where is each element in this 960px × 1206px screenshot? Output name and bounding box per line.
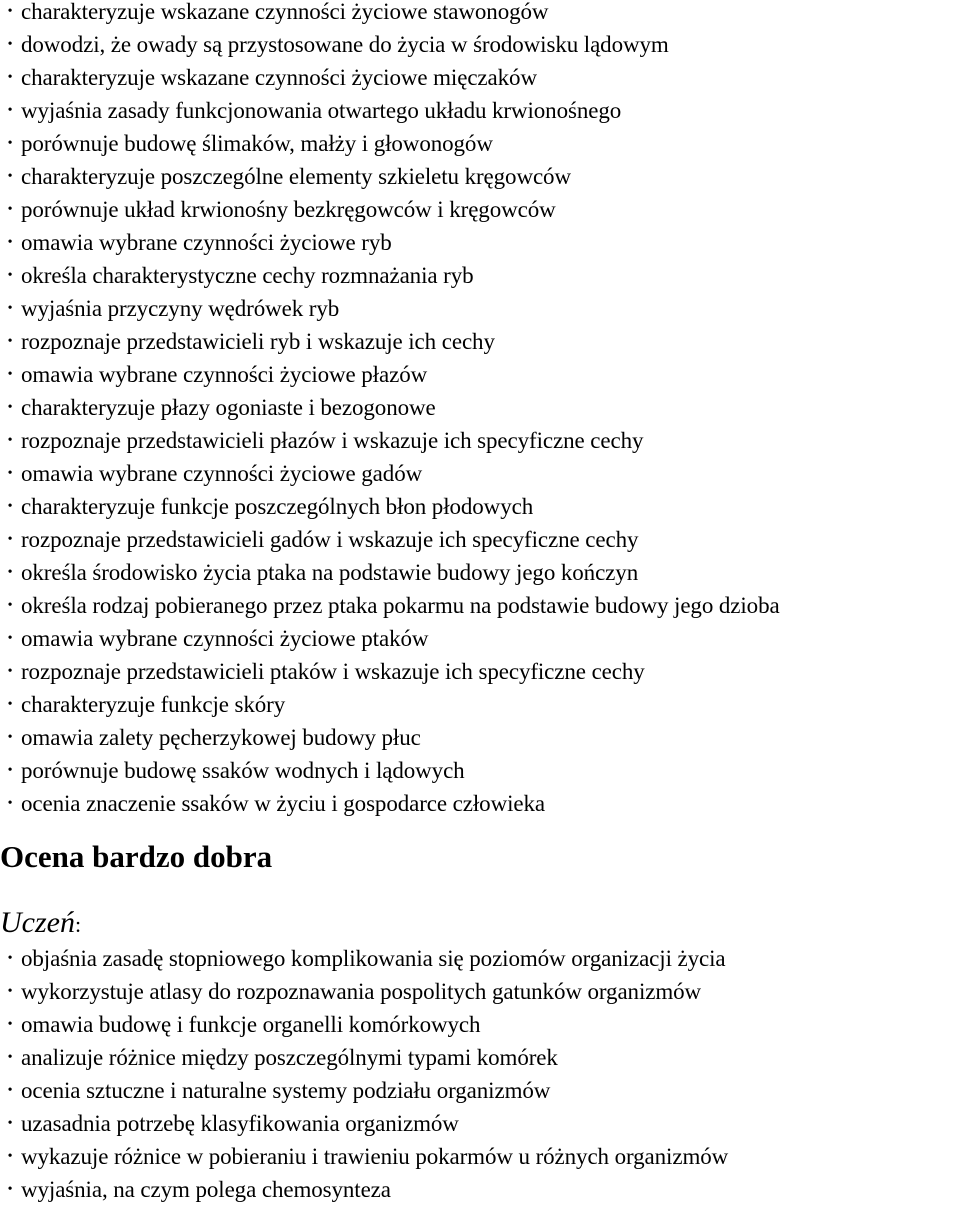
bullet-icon: •	[7, 1017, 13, 1032]
bullet-icon: •	[7, 1050, 13, 1065]
list-item-text: porównuje układ krwionośny bezkręgowców i kręgowców	[21, 197, 556, 222]
list-item	[4, 94, 780, 127]
list-item	[4, 1008, 728, 1041]
bullet-icon: •	[7, 466, 13, 481]
list-item	[4, 391, 780, 424]
list-item	[4, 457, 780, 490]
list-item-text: omawia budowę i funkcje organelli komórkowych	[21, 1012, 481, 1037]
list-item	[4, 490, 780, 523]
list-item	[4, 358, 780, 391]
bullet-icon: •	[7, 598, 13, 613]
list-item-text: ocenia znaczenie ssaków w życiu i gospodarce człowieka	[21, 791, 545, 816]
list-item-text: wyjaśnia przyczyny wędrówek ryb	[21, 296, 340, 321]
list-item-text: rozpoznaje przedstawicieli gadów i wskazuje ich specyficzne cechy	[21, 527, 639, 552]
list-item	[4, 1074, 728, 1107]
list-item	[4, 942, 728, 975]
bullet-icon: •	[7, 565, 13, 580]
requirements-list-bottom	[4, 942, 728, 1206]
list-item-text: określa rodzaj pobieranego przez ptaka pokarmu na podstawie budowy jego dzioba	[21, 593, 780, 618]
list-item-text: analizuje różnice między poszczególnymi typami komórek	[21, 1045, 558, 1070]
list-item	[4, 1173, 728, 1206]
list-item-text: rozpoznaje przedstawicieli ptaków i wskazuje ich specyficzne cechy	[21, 659, 645, 684]
list-item-text: omawia wybrane czynności życiowe ptaków	[21, 626, 429, 651]
list-item-text: charakteryzuje wskazane czynności życiowe stawonogów	[21, 0, 549, 24]
list-item-text: porównuje budowę ślimaków, małży i głowonogów	[21, 131, 493, 156]
bullet-icon: •	[7, 268, 13, 283]
list-item	[4, 292, 780, 325]
list-item	[4, 589, 780, 622]
bullet-icon: •	[7, 763, 13, 778]
list-item-text: omawia wybrane czynności życiowe ryb	[21, 230, 392, 255]
list-item-text: omawia zalety pęcherzykowej budowy płuc	[21, 725, 421, 750]
list-item	[4, 127, 780, 160]
list-item	[4, 61, 780, 94]
list-item-text: ocenia sztuczne i naturalne systemy podziału organizmów	[21, 1078, 551, 1103]
bullet-icon: •	[7, 433, 13, 448]
requirements-list-top	[4, 0, 780, 820]
bullet-icon: •	[7, 334, 13, 349]
list-item	[4, 622, 780, 655]
student-label-word: Uczeń	[0, 906, 75, 939]
list-item	[4, 523, 780, 556]
bullet-icon: •	[7, 631, 13, 646]
bullet-icon: •	[7, 169, 13, 184]
bullet-icon: •	[7, 796, 13, 811]
list-item	[4, 160, 780, 193]
list-item-text: charakteryzuje płazy ogoniaste i bezogonowe	[21, 395, 436, 420]
bullet-icon: •	[7, 4, 13, 19]
bullet-icon: •	[7, 1149, 13, 1164]
list-item-text: wyjaśnia, na czym polega chemosynteza	[21, 1177, 391, 1202]
list-item-text: określa środowisko życia ptaka na podstawie budowy jego kończyn	[21, 560, 639, 585]
list-item	[4, 226, 780, 259]
bullet-icon: •	[7, 70, 13, 85]
list-item-text: objaśnia zasadę stopniowego komplikowania się poziomów organizacji życia	[21, 946, 726, 971]
bullet-icon: •	[7, 697, 13, 712]
student-label-colon: :	[74, 912, 82, 937]
list-item-text: wykazuje różnice w pobieraniu i trawieniu pokarmów u różnych organizmów	[21, 1144, 729, 1169]
list-item-text: charakteryzuje poszczególne elementy szkieletu kręgowców	[21, 164, 571, 189]
bullet-icon: •	[7, 664, 13, 679]
list-item-text: rozpoznaje przedstawicieli ryb i wskazuje ich cechy	[21, 329, 495, 354]
bullet-icon: •	[7, 532, 13, 547]
list-item-text: dowodzi, że owady są przystosowane do życia w środowisku lądowym	[21, 32, 669, 57]
list-item	[4, 556, 780, 589]
bullet-icon: •	[7, 301, 13, 316]
list-item	[4, 754, 780, 787]
list-item	[4, 975, 728, 1008]
list-item	[4, 325, 780, 358]
bullet-icon: •	[7, 951, 13, 966]
bullet-icon: •	[7, 235, 13, 250]
list-item-text: rozpoznaje przedstawicieli płazów i wskazuje ich specyficzne cechy	[21, 428, 644, 453]
bullet-icon: •	[7, 136, 13, 151]
bullet-icon: •	[7, 1182, 13, 1197]
list-item-text: określa charakterystyczne cechy rozmnażania ryb	[21, 263, 474, 288]
list-item	[4, 193, 780, 226]
list-item-text: uzasadnia potrzebę klasyfikowania organizmów	[21, 1111, 459, 1136]
list-item-text: porównuje budowę ssaków wodnych i lądowych	[21, 758, 465, 783]
list-item	[4, 688, 780, 721]
list-item	[4, 655, 780, 688]
bullet-icon: •	[7, 400, 13, 415]
list-item-text: omawia wybrane czynności życiowe płazów	[21, 362, 428, 387]
list-item-text: charakteryzuje funkcje skóry	[21, 692, 286, 717]
grade-heading: Ocena bardzo dobra	[0, 839, 273, 874]
list-item	[4, 424, 780, 457]
bullet-icon: •	[7, 1083, 13, 1098]
bullet-icon: •	[7, 1116, 13, 1131]
bullet-icon: •	[7, 103, 13, 118]
list-item	[4, 259, 780, 292]
list-item	[4, 0, 780, 28]
list-item	[4, 1041, 728, 1074]
list-item	[4, 1140, 728, 1173]
list-item-text: omawia wybrane czynności życiowe gadów	[21, 461, 423, 486]
bullet-icon: •	[7, 984, 13, 999]
bullet-icon: •	[7, 202, 13, 217]
list-item-text: wyjaśnia zasady funkcjonowania otwartego układu krwionośnego	[21, 98, 622, 123]
bullet-icon: •	[7, 367, 13, 382]
bullet-icon: •	[7, 37, 13, 52]
list-item-text: wykorzystuje atlasy do rozpoznawania pospolitych gatunków organizmów	[21, 979, 702, 1004]
bullet-icon: •	[7, 730, 13, 745]
list-item	[4, 787, 780, 820]
list-item	[4, 721, 780, 754]
student-label	[0, 901, 81, 947]
list-item	[4, 1107, 728, 1140]
bullet-icon: •	[7, 499, 13, 514]
list-item	[4, 28, 780, 61]
list-item-text: charakteryzuje wskazane czynności życiowe mięczaków	[21, 65, 537, 90]
list-item-text: charakteryzuje funkcje poszczególnych błon płodowych	[21, 494, 534, 519]
